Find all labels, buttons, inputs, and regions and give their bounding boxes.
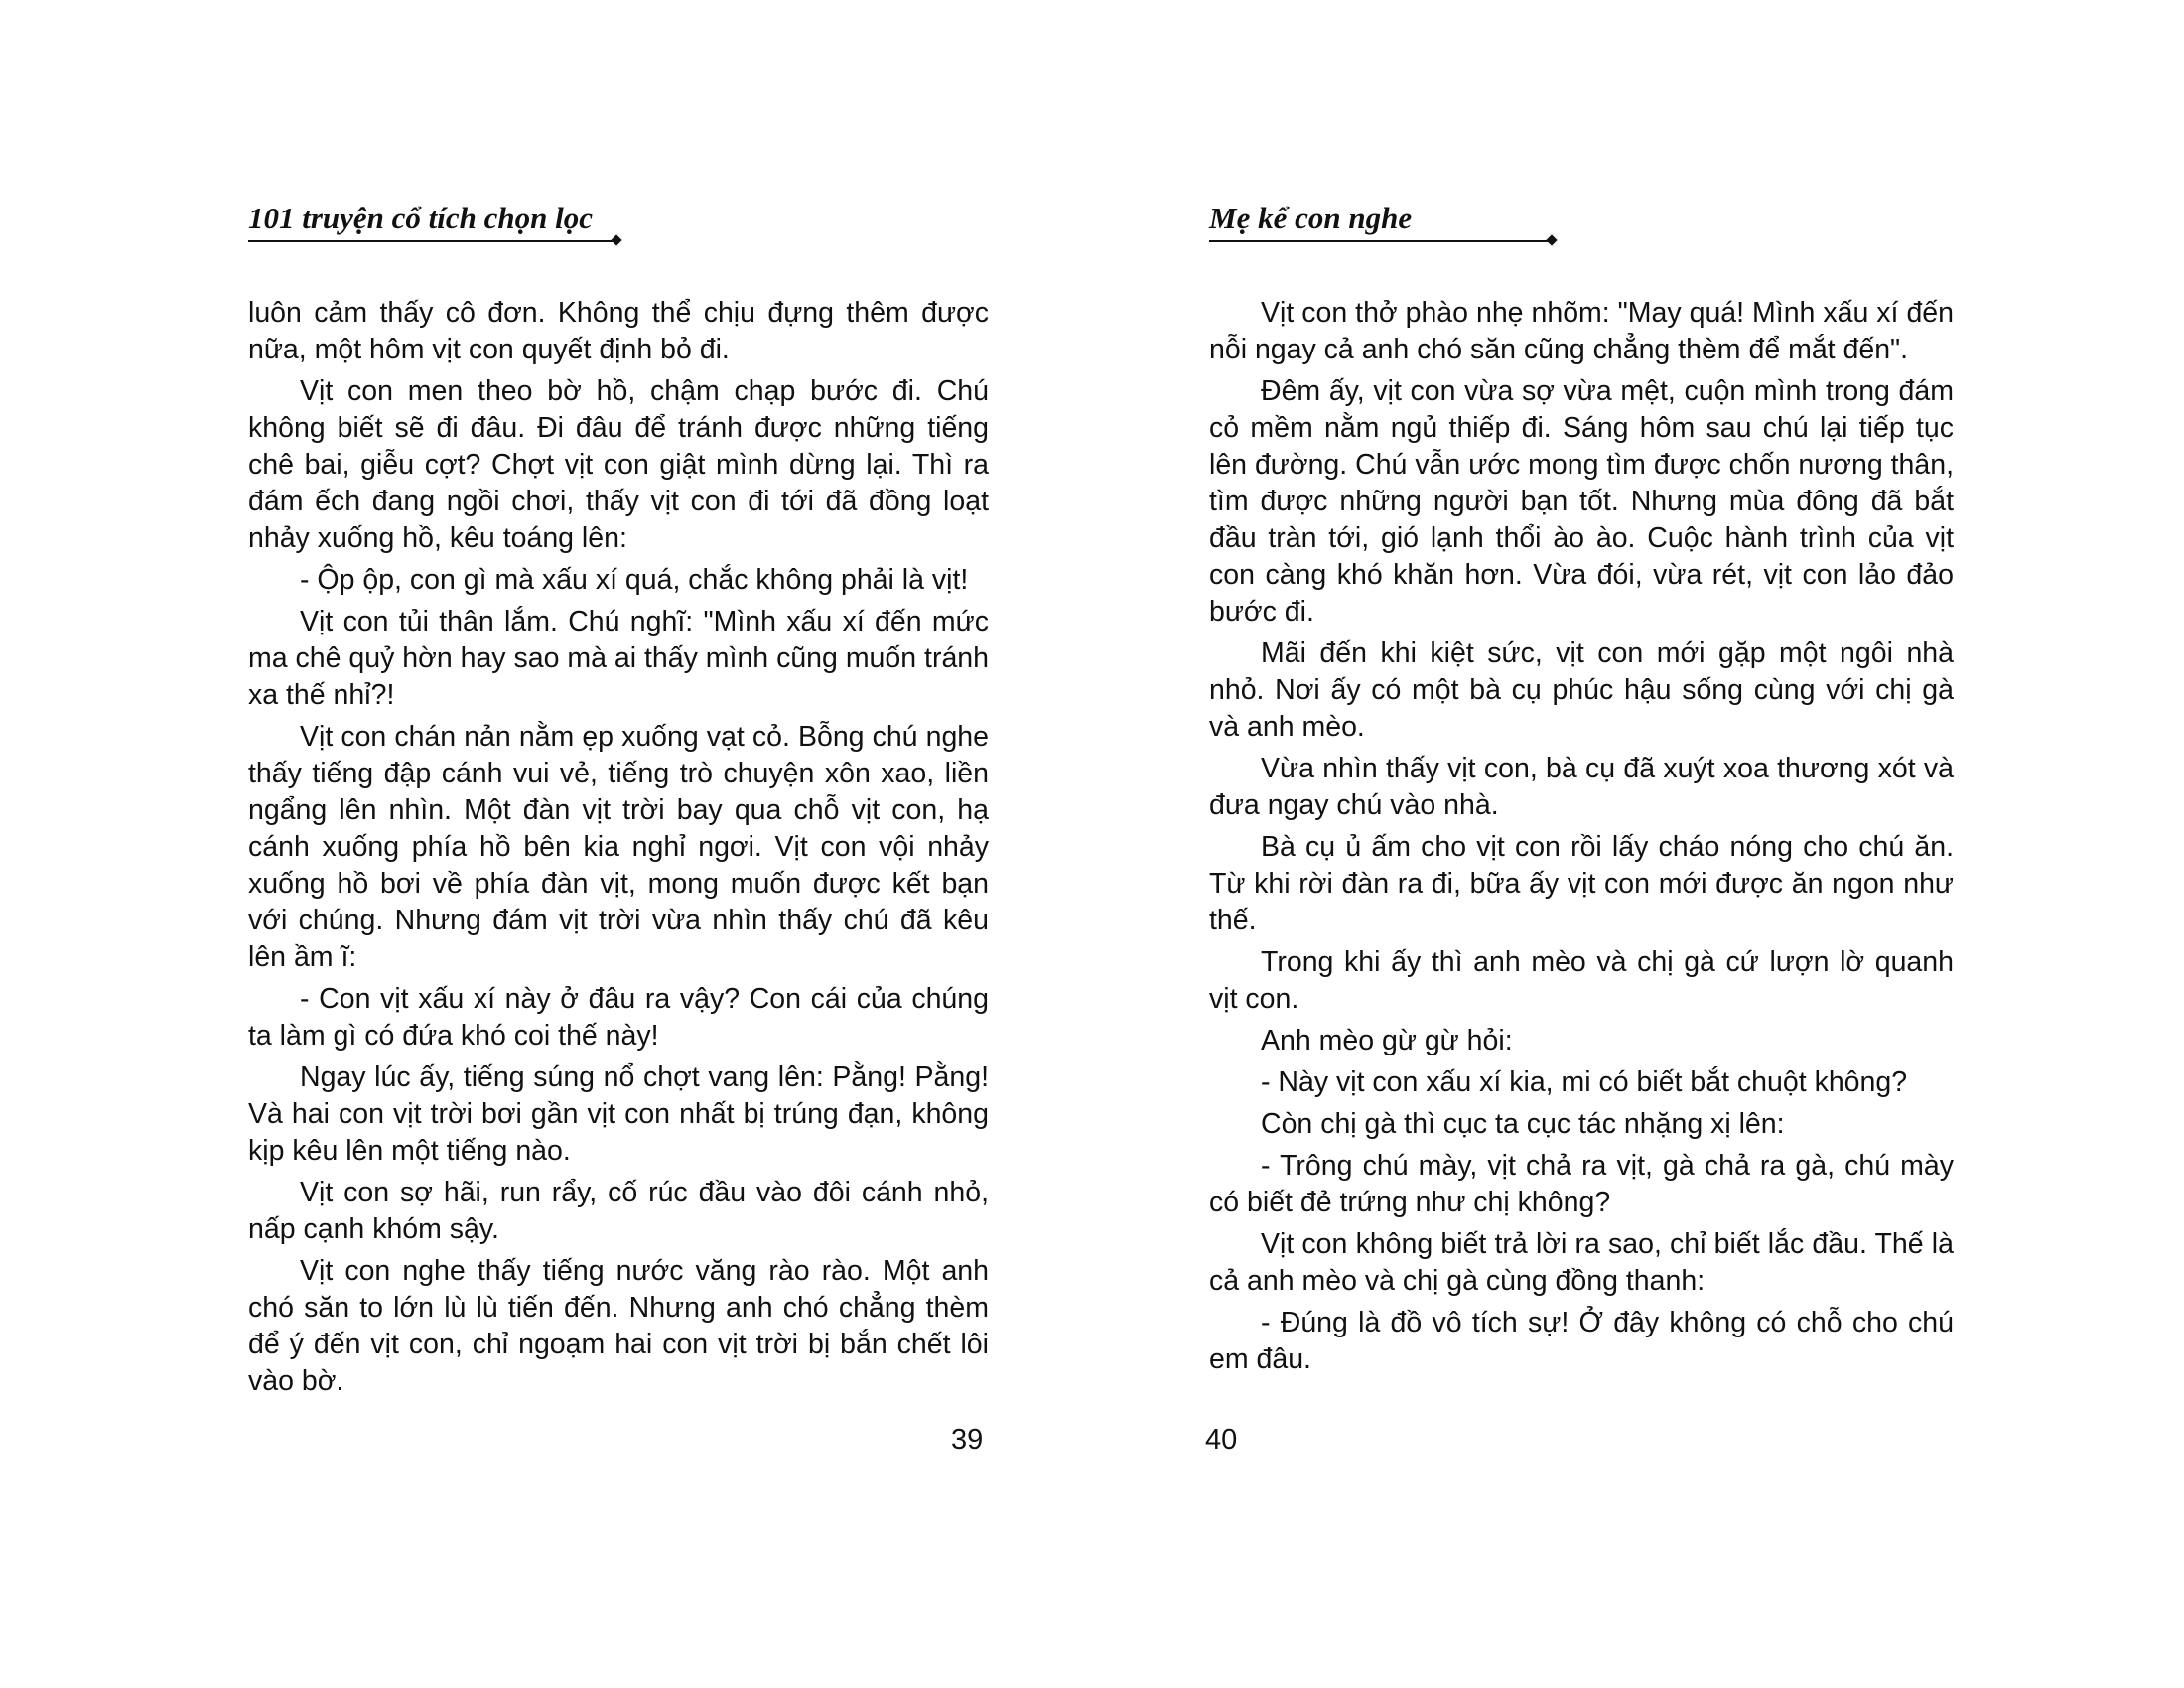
body-text [248, 295, 989, 1405]
paragraph: Vừa nhìn thấy vịt con, bà cụ đã xuýt xoa thương xót và đưa ngay chú vào nhà. [1209, 753, 1954, 821]
header-rule [248, 240, 617, 242]
paragraph: Vịt con men theo bờ hồ, chậm chạp bước đi. Chú không biết sẽ đi đâu. Đi đâu để tránh được những tiếng chê bai, giễu cợt? Chợt vịt con giật mình dừng lại. Thì ra đám ếch đang ngồi chơi, thấy vịt con đi tới đã đồng loạt nhảy xuống hồ, kêu toáng lên: [248, 375, 989, 554]
paragraph: Vịt con sợ hãi, run rẩy, cố rúc đầu vào đôi cánh nhỏ, nấp cạnh khóm sậy. [248, 1177, 989, 1245]
paragraph: Còn chị gà thì cục ta cục tác nhặng xị lên: [1261, 1108, 1785, 1140]
paragraph: luôn cảm thấy cô đơn. Không thể chịu đựng thêm được nữa, một hôm vịt con quyết định bỏ đi. [248, 297, 989, 365]
paragraph: - Con vịt xấu xí này ở đâu ra vậy? Con cái của chúng ta làm gì có đứa khó coi thế này! [248, 983, 989, 1052]
running-head: 101 truyện cổ tích chọn lọc [248, 201, 594, 235]
page-number: 39 [951, 1424, 984, 1456]
paragraph: Vịt con chán nản nằm ẹp xuống vạt cỏ. Bỗng chú nghe thấy tiếng đập cánh vui vẻ, tiếng trò chuyện xôn xao, liền ngẩng lên nhìn. Một đàn vịt trời bay qua chỗ vịt con, hạ cánh xuống phía hồ bên kia nghỉ ngơi. Vịt con vội nhảy xuống hồ bơi về phía đàn vịt, mong muốn được kết bạn với chúng. Nhưng đám vịt trời vừa nhìn thấy chú đã kêu lên ầm ĩ: [248, 721, 989, 973]
header-rule [1209, 240, 1553, 242]
paragraph: - Ộp ộp, con gì mà xấu xí quá, chắc không phải là vịt! [300, 564, 969, 596]
paragraph: - Này vịt con xấu xí kia, mi có biết bắt chuột không? [1261, 1066, 1908, 1098]
paragraph: Ngay lúc ấy, tiếng súng nổ chợt vang lên: Pằng! Pằng! Và hai con vịt trời bơi gần vịt con nhất bị trúng đạn, không kịp kêu lên một tiếng nào. [248, 1061, 989, 1167]
paragraph: Đêm ấy, vịt con vừa sợ vừa mệt, cuộn mình trong đám cỏ mềm nằm ngủ thiếp đi. Sáng hôm sau chú lại tiếp tục lên đường. Chú vẫn ước mong tìm được chốn nương thân, tìm được những người bạn tốt. Nhưng mùa đông đã bắt đầu tràn tới, gió lạnh thổi ào ào. Cuộc hành trình của vịt con càng khó khăn hơn. Vừa đói, vừa rét, vịt con lảo đảo bước đi. [1209, 375, 1954, 628]
body-text [1209, 295, 1954, 1383]
paragraph: - Đúng là đồ vô tích sự! Ở đây không có chỗ cho chú em đâu. [1209, 1307, 1954, 1375]
running-head: Mẹ kể con nghe [1209, 201, 1413, 235]
paragraph: - Trông chú mày, vịt chả ra vịt, gà chả ra gà, chú mày có biết đẻ trứng như chị không? [1209, 1150, 1954, 1218]
paragraph: Anh mèo gừ gừ hỏi: [1261, 1025, 1513, 1056]
paragraph: Vịt con thở phào nhẹ nhõm: "May quá! Mình xấu xí đến nỗi ngay cả anh chó săn cũng chẳng thèm để mắt đến". [1209, 297, 1954, 365]
paragraph: Bà cụ ủ ấm cho vịt con rồi lấy cháo nóng cho chú ăn. Từ khi rời đàn ra đi, bữa ấy vịt con mới được ăn ngon như thế. [1209, 831, 1954, 936]
paragraph: Trong khi ấy thì anh mèo và chị gà cứ lượn lờ quanh vịt con. [1209, 946, 1954, 1015]
header-rule-end-dot [1546, 234, 1557, 245]
paragraph: Vịt con tủi thân lắm. Chú nghĩ: "Mình xấu xí đến mức ma chê quỷ hờn hay sao mà ai thấy mình cũng muốn tránh xa thế nhỉ?! [248, 606, 989, 711]
paragraph: Mãi đến khi kiệt sức, vịt con mới gặp một ngôi nhà nhỏ. Nơi ấy có một bà cụ phúc hậu sống cùng với chị gà và anh mèo. [1209, 637, 1954, 743]
page-number: 40 [1205, 1424, 1238, 1456]
right-page [1092, 0, 2184, 1688]
paragraph: Vịt con không biết trả lời ra sao, chỉ biết lắc đầu. Thế là cả anh mèo và chị gà cùng đồng thanh: [1209, 1228, 1954, 1297]
header-rule-end-dot [611, 234, 621, 245]
paragraph: Vịt con nghe thấy tiếng nước văng rào rào. Một anh chó săn to lớn lù lù tiến đến. Nhưng anh chó chẳng thèm để ý đến vịt con, chỉ ngoạm hai con vịt trời bị bắn chết lôi vào bờ. [248, 1255, 989, 1397]
